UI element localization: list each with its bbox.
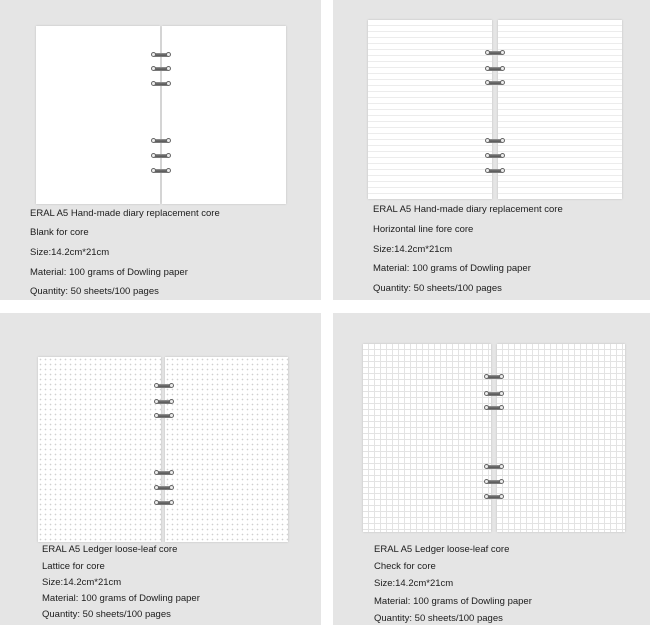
product-variant: Check for core: [374, 561, 436, 572]
binder-ring-icon: [487, 154, 503, 158]
binder-ring-icon: [487, 81, 503, 85]
product-material: Material: 100 grams of Dowling paper: [373, 263, 531, 274]
product-quantity: Quantity: 50 sheets/100 pages: [374, 613, 503, 624]
left-page: [363, 344, 491, 532]
product-size: Size:14.2cm*21cm: [373, 244, 453, 255]
binder-ring-icon: [156, 471, 172, 475]
binder-ring-icon: [153, 139, 169, 143]
binder-ring-icon: [156, 486, 172, 490]
binder-ring-icon: [486, 406, 502, 410]
product-size: Size:14.2cm*21cm: [30, 247, 110, 258]
binder-ring-icon: [487, 67, 503, 71]
product-title: ERAL A5 Ledger loose-leaf core: [42, 544, 178, 555]
binder-ring-icon: [486, 392, 502, 396]
product-material: Material: 100 grams of Dowling paper: [374, 596, 532, 607]
product-quantity: Quantity: 50 sheets/100 pages: [30, 286, 159, 297]
product-variant: Horizontal line fore core: [373, 224, 474, 235]
binder-ring-icon: [156, 400, 172, 404]
binder-ring-icon: [486, 480, 502, 484]
left-page: [38, 357, 161, 542]
product-title: ERAL A5 Hand-made diary replacement core: [373, 204, 563, 215]
binder-ring-icon: [156, 501, 172, 505]
notebook-lined: [368, 20, 622, 199]
right-page: [165, 357, 288, 542]
binder-ring-icon: [487, 139, 503, 143]
notebook-dotted: [38, 357, 288, 542]
binder-ring-icon: [487, 51, 503, 55]
binder-ring-icon: [153, 154, 169, 158]
notebook-blank: [36, 26, 286, 204]
product-title: ERAL A5 Ledger loose-leaf core: [374, 544, 510, 555]
product-panel-blank: [0, 0, 321, 300]
notebook-grid: [363, 344, 625, 532]
right-page: [497, 344, 625, 532]
right-page: [498, 20, 622, 199]
product-title: ERAL A5 Hand-made diary replacement core: [30, 208, 220, 219]
product-variant: Lattice for core: [42, 561, 105, 572]
product-panel-grid: [333, 313, 650, 625]
binder-ring-icon: [486, 495, 502, 499]
binder-ring-icon: [486, 375, 502, 379]
product-panel-lined: [333, 0, 650, 300]
binder-ring-icon: [153, 67, 169, 71]
binder-ring-icon: [156, 384, 172, 388]
left-page: [368, 20, 492, 199]
product-variant: Blank for core: [30, 227, 89, 238]
product-panel-dotted: [0, 313, 321, 625]
product-size: Size:14.2cm*21cm: [374, 578, 454, 589]
binder-ring-icon: [487, 169, 503, 173]
product-material: Material: 100 grams of Dowling paper: [30, 267, 188, 278]
left-page: [36, 26, 160, 204]
product-size: Size:14.2cm*21cm: [42, 577, 122, 588]
binder-ring-icon: [153, 53, 169, 57]
binder-ring-icon: [153, 82, 169, 86]
binder-ring-icon: [156, 414, 172, 418]
binder-ring-icon: [486, 465, 502, 469]
binder-ring-icon: [153, 169, 169, 173]
product-quantity: Quantity: 50 sheets/100 pages: [373, 283, 502, 294]
right-page: [162, 26, 286, 204]
product-material: Material: 100 grams of Dowling paper: [42, 593, 200, 604]
product-quantity: Quantity: 50 sheets/100 pages: [42, 609, 171, 620]
